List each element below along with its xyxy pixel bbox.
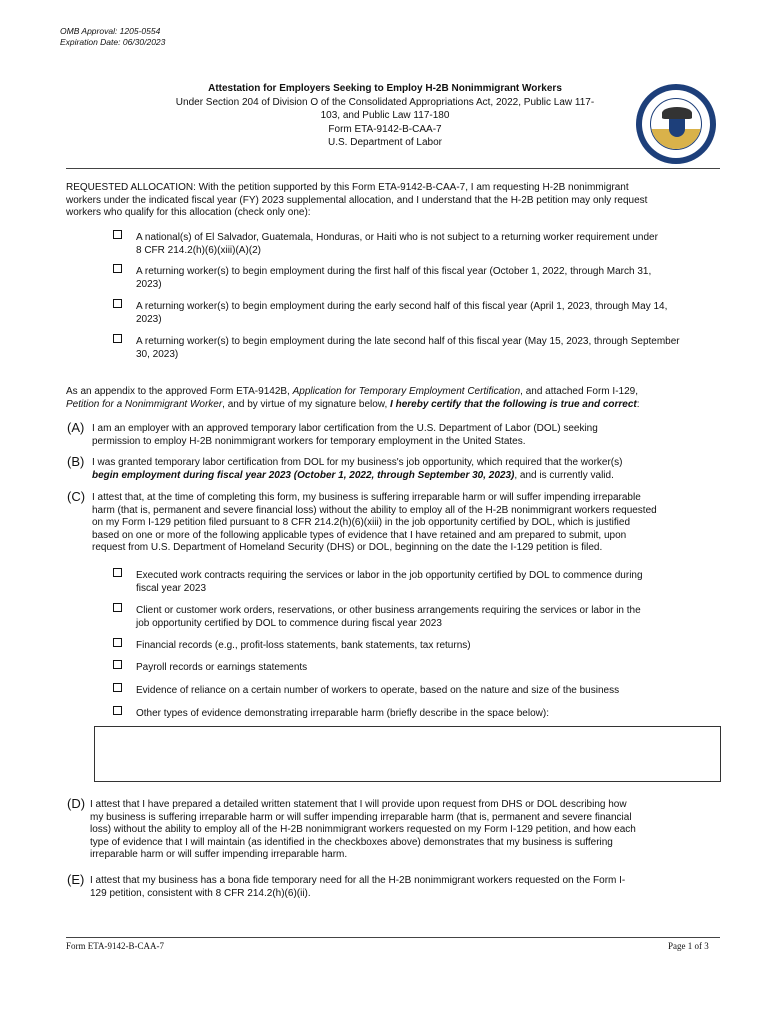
appendix-statement — [66, 386, 726, 411]
footer-divider — [66, 937, 720, 938]
evidence-option-3: Financial records (e.g., profit-loss statements, bank statements, tax returns) — [136, 640, 471, 651]
section-c-line: harm (that is, permanent and severe financial loss) without the ability to employ all of the H-2B nonimmigrant workers requested — [92, 504, 657, 516]
requested-line-3: workers who qualify for this allocation (check only one): — [66, 207, 311, 218]
section-b-letter: (B) — [67, 454, 85, 469]
section-c-line: on my Form I-129 petition filed pursuant to 8 CFR 214.2(h)(6)(xiii) in the job opportunity certified by DOL, which is justified — [92, 517, 631, 528]
section-d-line: my business is suffering irreparable harm or will suffer impending irreparable harm (that is, permanent and severe financial — [90, 811, 632, 823]
header-divider — [66, 168, 720, 169]
section-b-line: I was granted temporary labor certification from DOL for my business's job opportunity, which required that the worker(s) — [92, 457, 623, 468]
section-e — [90, 875, 722, 900]
section-a-line: I am an employer with an approved temporary labor certification from the U.S. Department of Labor (DOL) seeking — [92, 423, 598, 434]
allocation-checkbox-2[interactable] — [113, 264, 122, 273]
section-d — [90, 799, 722, 862]
section-c-line: request from U.S. Department of Homeland Security (DHS) or DOL, beginning on the date the I-129 petition is filed. — [92, 542, 603, 553]
section-c-line: based on one or more of the following applicable types of evidence that I have retained and am prepared to submit, upon — [92, 529, 627, 541]
evidence-checkbox-6[interactable] — [113, 706, 122, 715]
section-b-line: , and is currently valid. — [514, 469, 614, 481]
section-a — [92, 423, 722, 448]
certify-statement: I hereby certify that the following is true and correct — [390, 398, 637, 410]
shield-icon — [669, 119, 685, 137]
header-line-4: U.S. Department of Labor — [328, 137, 442, 148]
header-line-3: Form ETA-9142-B-CAA-7 — [328, 123, 442, 135]
option-text: 8 CFR 214.2(h)(6)(xiii)(A)(2) — [136, 244, 262, 256]
header-line-1: Under Section 204 of Division O of the Consolidated Appropriations Act, 2022, Public Law 117- — [175, 96, 595, 108]
section-d-line: loss) without the ability to employ all of the H-2B nonimmigrant workers requested on my Form I-129 petition, and how each — [90, 824, 636, 835]
fiscal-year-statement: begin employment during fiscal year 2023 (October 1, 2022, through September 30, 2023) — [92, 469, 515, 481]
appendix-text: , and attached Form I-129, — [520, 386, 638, 397]
evidence-text: fiscal year 2023 — [136, 582, 207, 594]
evidence-option-2 — [136, 605, 726, 630]
footer-form-name: Form ETA-9142-B-CAA-7 — [66, 941, 165, 951]
section-a-line: permission to employ H-2B nonimmigrant workers for temporary employment in the United States. — [92, 435, 526, 447]
allocation-option-4 — [136, 336, 726, 361]
section-d-line: type of evidence that I will maintain (as identified in the checkboxes above) demonstrates that my business is suffering — [90, 836, 613, 848]
evidence-checkbox-2[interactable] — [113, 603, 122, 612]
allocation-option-3 — [136, 301, 726, 326]
appendix-text: As an appendix to the approved Form ETA-9142B, — [66, 386, 293, 397]
section-b — [92, 457, 722, 482]
section-e-line: 129 petition, consistent with 8 CFR 214.2(h)(6)(ii). — [90, 887, 311, 899]
option-text: 2023) — [136, 313, 162, 325]
option-text: A national(s) of El Salvador, Guatemala, Honduras, or Haiti who is not subject to a returning worker requirement under — [136, 232, 658, 243]
evidence-option-6: Other types of evidence demonstrating irreparable harm (briefly describe in the space below): — [136, 708, 549, 719]
form-title: Attestation for Employers Seeking to Employ H-2B Nonimmigrant Workers — [208, 83, 562, 94]
evidence-text: job opportunity certified by DOL to commence during fiscal year 2023 — [136, 617, 442, 629]
evidence-checkbox-5[interactable] — [113, 683, 122, 692]
evidence-text: Client or customer work orders, reservations, or other business arrangements requiring the services or labor in the — [136, 605, 641, 616]
form-header — [150, 82, 620, 150]
section-d-letter: (D) — [67, 796, 86, 811]
section-e-letter: (E) — [67, 872, 85, 887]
section-c — [92, 492, 722, 555]
omb-info — [60, 26, 165, 48]
evidence-option-4: Payroll records or earnings statements — [136, 662, 308, 673]
appendix-petition-name: Petition for a Nonimmigrant Worker — [66, 398, 223, 410]
section-c-letter: (C) — [67, 489, 86, 504]
option-text: 30, 2023) — [136, 348, 179, 360]
evidence-checkbox-4[interactable] — [113, 660, 122, 669]
evidence-checkbox-3[interactable] — [113, 638, 122, 647]
option-text: A returning worker(s) to begin employment during the early second half of this fiscal year (April 1, 2023, through May 14, — [136, 301, 668, 312]
section-a-letter: (A) — [67, 420, 85, 435]
footer-page-number: Page 1 of 3 — [668, 941, 709, 951]
dol-seal-logo — [636, 84, 716, 164]
allocation-checkbox-3[interactable] — [113, 299, 122, 308]
allocation-checkbox-4[interactable] — [113, 334, 122, 343]
appendix-text: : — [636, 398, 640, 410]
appendix-form-name: Application for Temporary Employment Certification — [292, 386, 521, 397]
evidence-option-1 — [136, 570, 726, 595]
requested-line-1: REQUESTED ALLOCATION: With the petition supported by this Form ETA-9142-B-CAA-7, I am requesting H-2B nonimmigrant — [66, 182, 629, 193]
option-text: A returning worker(s) to begin employment during the first half of this fiscal year (October 1, 2022, through March 31, — [136, 266, 652, 277]
evidence-option-5: Evidence of reliance on a certain number of workers to operate, based on the nature and size of the business — [136, 685, 620, 696]
omb-expiration: Expiration Date: 06/30/2023 — [60, 37, 166, 47]
allocation-option-2 — [136, 266, 726, 291]
requested-allocation — [66, 182, 726, 220]
omb-approval: OMB Approval: 1205-0554 — [60, 26, 161, 36]
header-line-2: 103, and Public Law 117-180 — [320, 110, 450, 121]
requested-line-2: workers under the indicated fiscal year (FY) 2023 supplemental allocation, and I understand that the H-2B petition may only request — [66, 194, 648, 206]
evidence-text: Executed work contracts requiring the services or labor in the job opportunity certified by DOL to commence during — [136, 570, 643, 581]
option-text: 2023) — [136, 278, 162, 290]
section-d-line: irreparable harm or will suffer impending irreparable harm. — [90, 849, 348, 860]
evidence-checkbox-1[interactable] — [113, 568, 122, 577]
eagle-icon — [662, 107, 692, 119]
section-e-line: I attest that my business has a bona fide temporary need for all the H-2B nonimmigrant workers requested on the Form I- — [90, 875, 626, 886]
appendix-text: , and by virtue of my signature below, — [222, 398, 391, 410]
option-text: A returning worker(s) to begin employment during the late second half of this fiscal year (May 15, 2023, through September — [136, 336, 680, 347]
allocation-checkbox-1[interactable] — [113, 230, 122, 239]
section-c-line: I attest that, at the time of completing this form, my business is suffering irreparable harm or will suffer impending irreparable — [92, 492, 641, 503]
allocation-option-1 — [136, 232, 726, 257]
other-evidence-description-field[interactable] — [94, 726, 721, 782]
section-d-line: I attest that I have prepared a detailed written statement that I will provide upon request from DHS or DOL describing how — [90, 799, 627, 810]
